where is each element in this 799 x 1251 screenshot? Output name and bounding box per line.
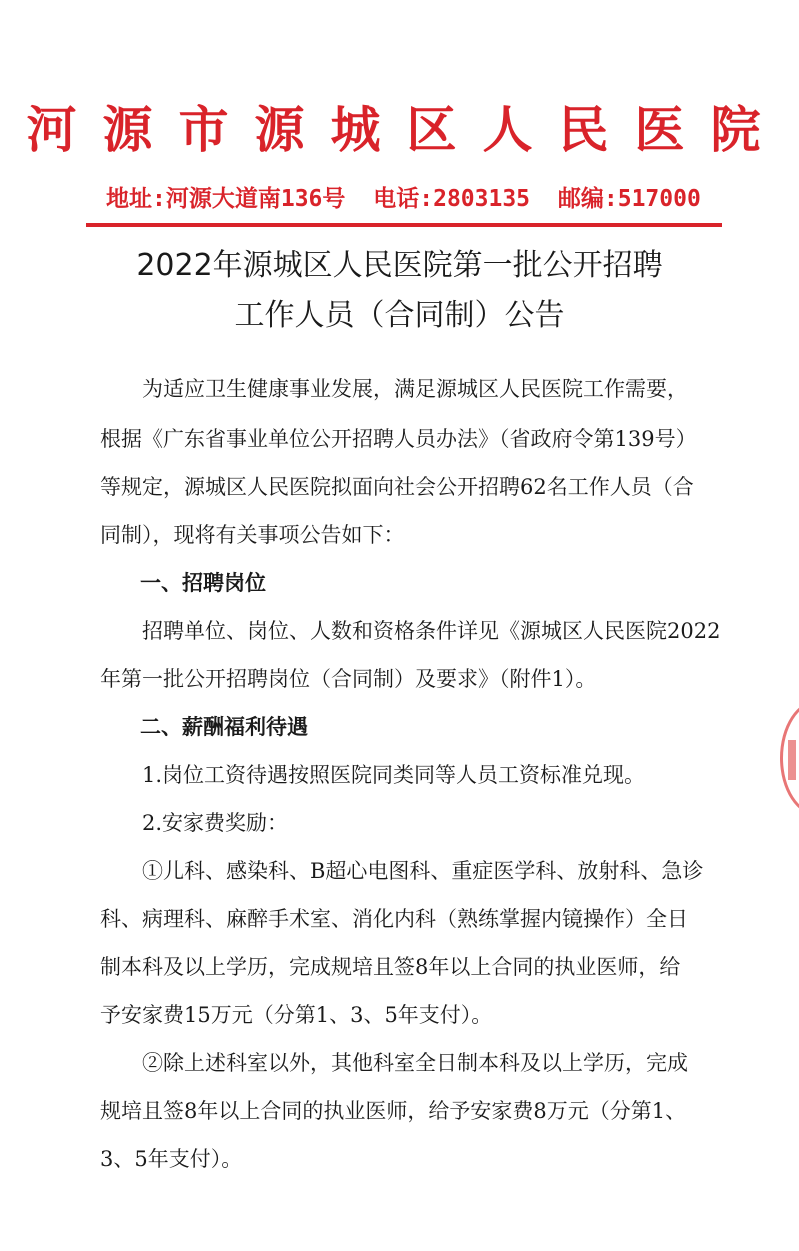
intro-line-3: 等规定，源城区人民医院拟面向社会公开招聘62名工作人员（合 <box>100 475 694 499</box>
section-heading-recruitment-positions: 一、招聘岗位 <box>140 571 266 595</box>
document-title-line-2: 工作人员（合同制）公告 <box>234 298 565 333</box>
section-heading-salary-benefits: 二、薪酬福利待遇 <box>140 715 308 739</box>
settlement-clause-1-line-3: 制本科及以上学历，完成规培且签8年以上合同的执业医师，给 <box>100 955 681 979</box>
settlement-clause-1-line-4: 予安家费15万元（分第1、3、5年支付）。 <box>100 1003 493 1027</box>
letterhead-phone: 电话:2803135 <box>373 186 531 212</box>
settlement-clause-2-line-1: ②除上述科室以外，其他科室全日制本科及以上学历，完成 <box>100 1051 688 1075</box>
salary-item-2: 2.安家费奖励： <box>100 811 289 835</box>
letterhead-hospital-name: 河源市源城区人民医院 <box>26 100 787 159</box>
document-title-line-1: 2022年源城区人民医院第一批公开招聘 <box>136 248 663 283</box>
letterhead-divider <box>86 223 722 227</box>
section1-line-2: 年第一批公开招聘岗位（合同制）及要求》（附件1）。 <box>100 667 597 691</box>
intro-line-1: 为适应卫生健康事业发展，满足源城区人民医院工作需要， <box>100 377 688 401</box>
salary-item-1: 1.岗位工资待遇按照医院同类同等人员工资标准兑现。 <box>100 763 646 787</box>
settlement-clause-1-line-1: ①儿科、感染科、B超心电图科、重症医学科、放射科、急诊 <box>100 859 704 883</box>
settlement-clause-1-line-2: 科、病理科、麻醉手术室、消化内科（熟练掌握内镜操作）全日 <box>100 907 688 931</box>
letterhead-postcode: 邮编:517000 <box>557 186 701 212</box>
section1-line-1: 招聘单位、岗位、人数和资格条件详见《源城区人民医院2022 <box>100 619 721 643</box>
letterhead-contact-line <box>106 183 746 215</box>
letterhead-address: 地址:河源大道南136号 <box>106 186 346 212</box>
intro-line-2: 根据《广东省事业单位公开招聘人员办法》（省政府令第139号） <box>100 427 697 451</box>
settlement-clause-2-line-2: 规培且签8年以上合同的执业医师，给予安家费8万元（分第1、 <box>100 1099 687 1123</box>
settlement-clause-2-line-3: 3、5年支付）。 <box>100 1147 243 1171</box>
intro-line-4: 同制），现将有关事项公告如下： <box>100 523 405 547</box>
red-seal-stamp-mark <box>788 740 796 780</box>
